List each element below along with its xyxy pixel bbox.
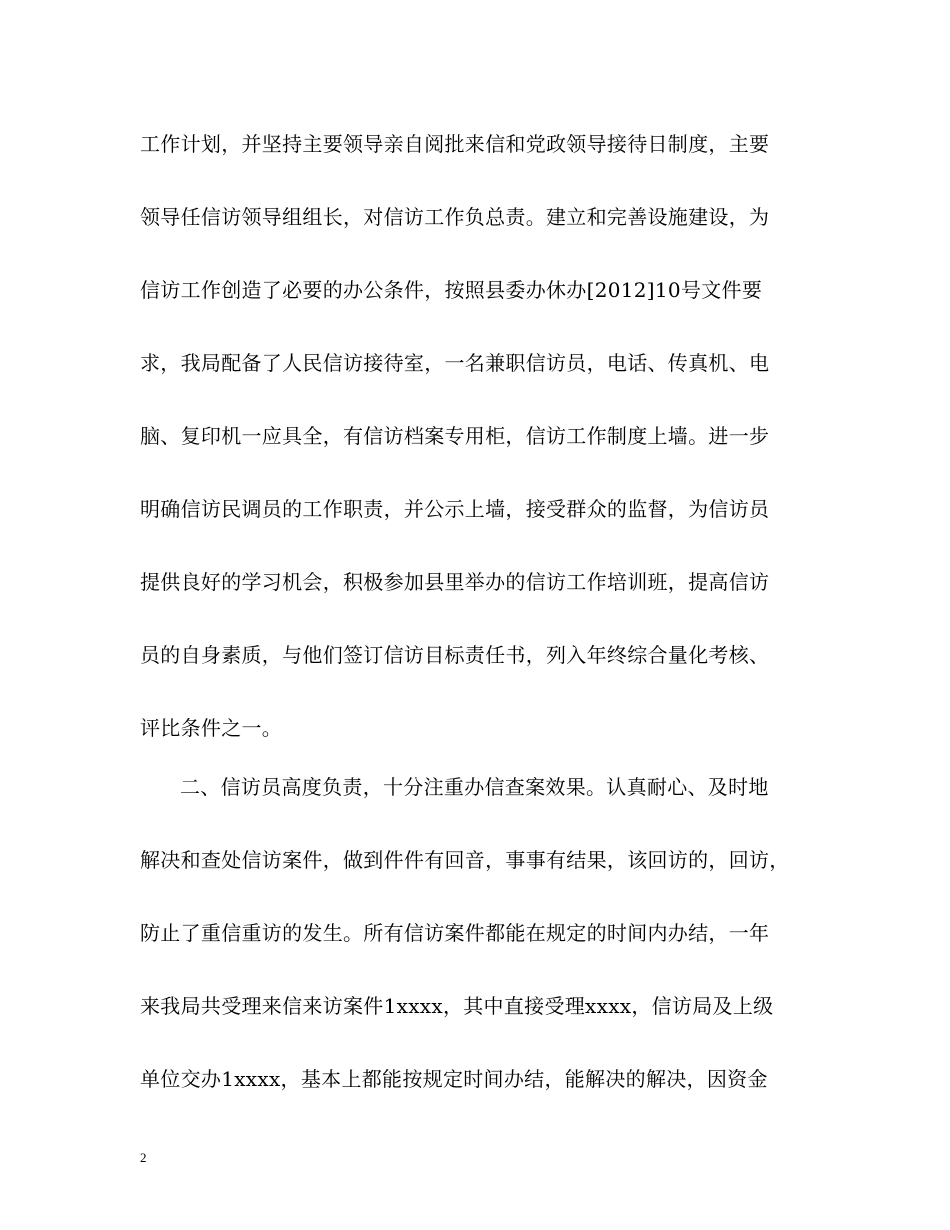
text-line: 明确信访民调员的工作职责，并公示上墙，接受群众的监督，为信访员	[140, 497, 770, 521]
text-line: 来我局共受理来信来访案件1xxxx，其中直接受理xxxx，信访局及上级	[140, 994, 774, 1018]
text-line: 提供良好的学习机会，积极参加县里举办的信访工作培训班，提高信访	[140, 570, 770, 594]
text-line: 单位交办1xxxx，基本上都能按规定时间办结，能解决的解决，因资金	[140, 1067, 768, 1091]
text-line: 领导任信访领导组组长，对信访工作负总责。建立和完善设施建设，为	[140, 205, 770, 229]
text-line: 脑、复印机一应具全，有信访档案专用柜，信访工作制度上墙。进一步	[140, 424, 770, 448]
text-line: 员的自身素质，与他们签订信访目标责任书，列入年终综合量化考核、	[140, 643, 770, 667]
text-line: 评比条件之一。	[140, 716, 283, 740]
text-line: 信访工作创造了必要的办公条件，按照县委办休办[2012]10号文件要	[140, 278, 763, 302]
text-line: 解决和查处信访案件，做到件件有回音，事事有结果，该回访的，回访，	[140, 848, 790, 872]
text-line: 工作计划，并坚持主要领导亲自阅批来信和党政领导接待日制度，主要	[140, 132, 770, 156]
text-line: 求，我局配备了人民信访接待室，一名兼职信访员，电话、传真机、电	[140, 351, 770, 375]
text-line: 防止了重信重访的发生。所有信访案件都能在规定的时间内办结，一年	[140, 921, 770, 945]
page-number: 2	[140, 1150, 147, 1165]
paragraph-start-line: 二、信访员高度负责，十分注重办信查案效果。认真耐心、及时地	[180, 775, 769, 799]
